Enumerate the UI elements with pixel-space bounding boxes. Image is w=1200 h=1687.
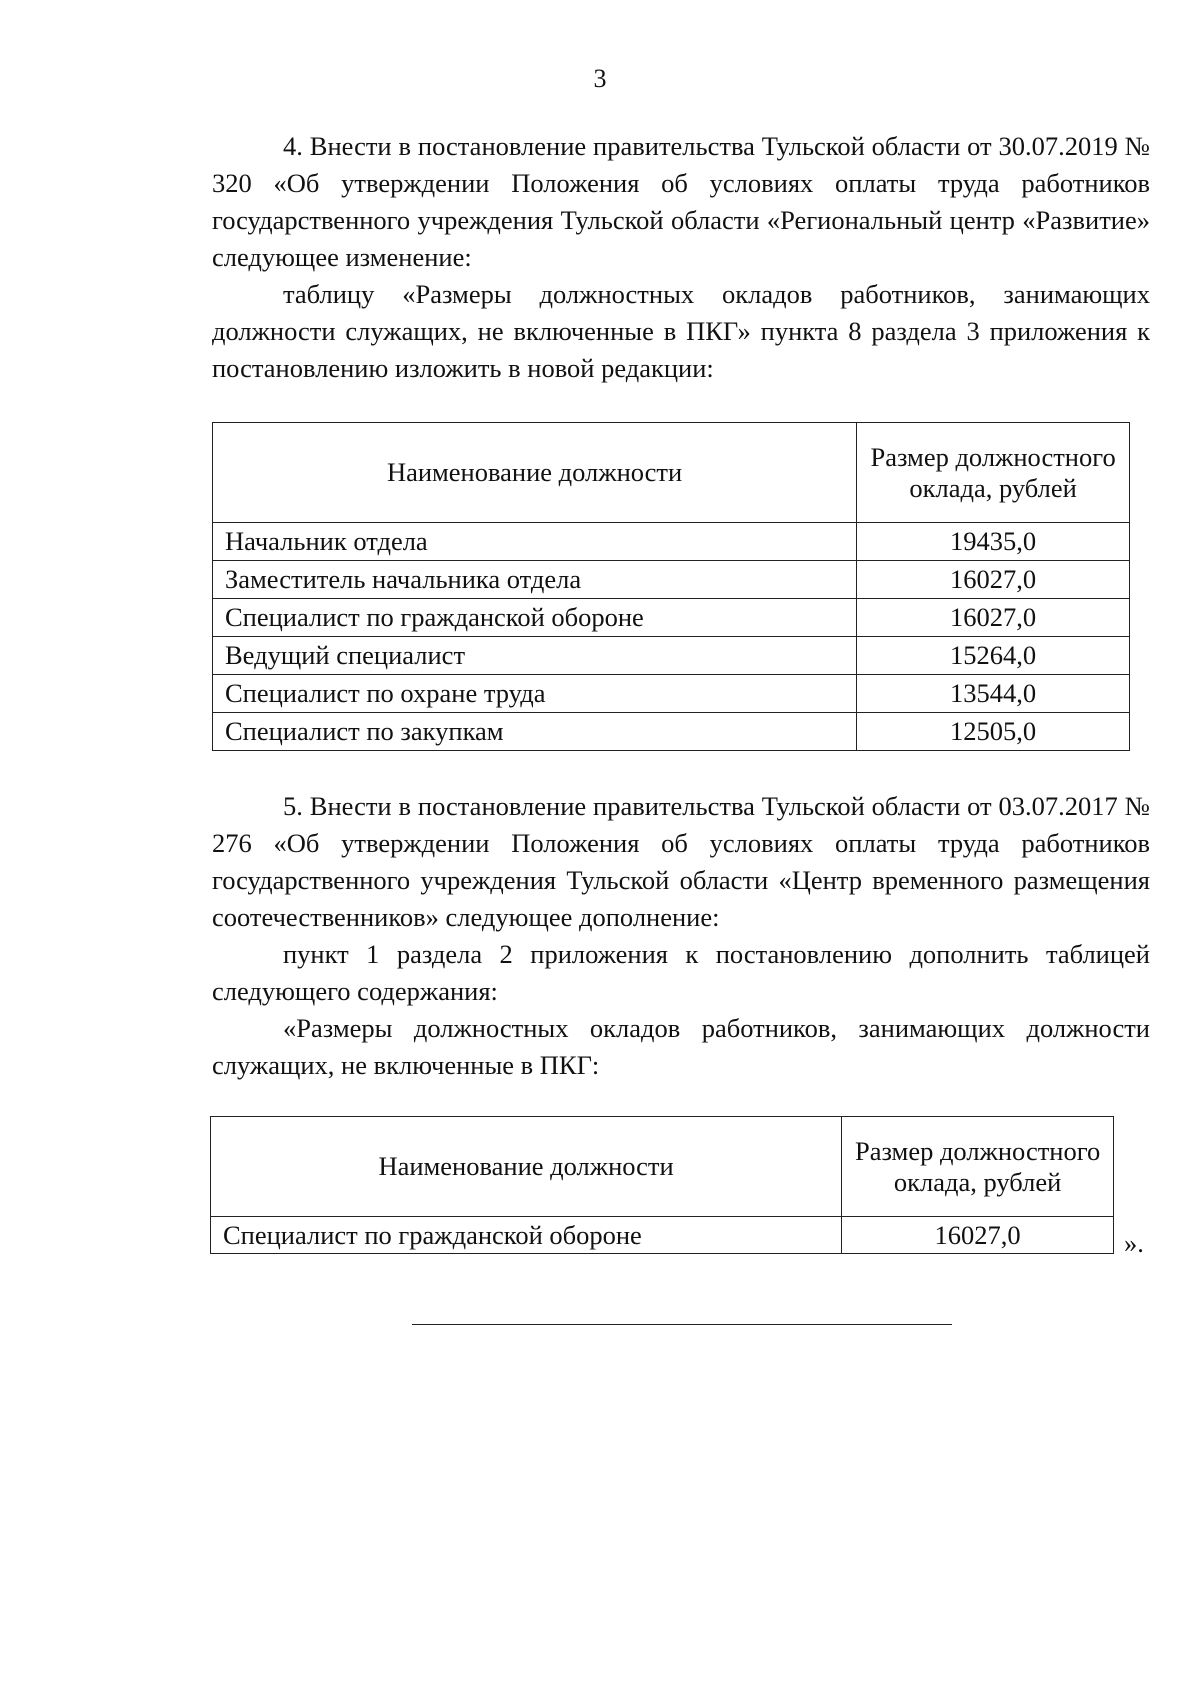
row-salary: 19435,0 — [857, 523, 1130, 561]
salary-table-item5 — [210, 1116, 1114, 1254]
header-position: Наименование должности — [211, 1117, 842, 1217]
table-row — [213, 675, 1130, 713]
row-salary: 12505,0 — [857, 713, 1130, 751]
table-row — [213, 599, 1130, 637]
row-position: Заместитель начальника отдела — [213, 561, 857, 599]
row-position: Специалист по охране труда — [213, 675, 857, 713]
row-salary: 16027,0 — [857, 599, 1130, 637]
table-row — [213, 713, 1130, 751]
row-position: Ведущий специалист — [213, 637, 857, 675]
end-separator-line — [412, 1324, 952, 1325]
item5-paragraph2: пункт 1 раздела 2 приложения к постановлению дополнить таблицей следующего содержания: — [212, 939, 1150, 1006]
row-salary: 15264,0 — [857, 637, 1130, 675]
page-number: 3 — [593, 64, 607, 93]
header-salary: Размер должностного оклада, рублей — [857, 423, 1130, 523]
row-position: Специалист по гражданской обороне — [211, 1217, 842, 1254]
row-salary: 16027,0 — [857, 561, 1130, 599]
table-header-row — [211, 1117, 1114, 1217]
salary-table-item4 — [212, 422, 1130, 751]
item5-paragraph3: «Размеры должностных окладов работников, занимающих должности служащих, не включенные в ПКГ: — [212, 1013, 1150, 1080]
row-salary: 13544,0 — [857, 675, 1130, 713]
table-header-row — [213, 423, 1130, 523]
row-position: Начальник отдела — [213, 523, 857, 561]
item4-paragraph2: таблицу «Размеры должностных окладов работников, занимающих должности служащих, не включенные в ПКГ» пункта 8 раздела 3 приложения к постановлению изложить в новой редакции: — [212, 279, 1150, 383]
item5-paragraph1: 5. Внести в постановление правительства Тульской области от 03.07.2017 № 276 «Об утверждении Положения об условиях оплаты труда работников государственного учреждения Тульской области «Центр временного размещения соотечественников» следующее дополнение: — [212, 791, 1150, 932]
table-row — [213, 561, 1130, 599]
header-position: Наименование должности — [213, 423, 857, 523]
row-position: Специалист по гражданской обороне — [213, 599, 857, 637]
table-row — [211, 1217, 1114, 1254]
closing-quote: ». — [1124, 1228, 1144, 1258]
header-salary: Размер должностного оклада, рублей — [842, 1117, 1114, 1217]
item4-paragraph1: 4. Внести в постановление правительства Тульской области от 30.07.2019 № 320 «Об утверждении Положения об условиях оплаты труда работников государственного учреждения Тульской области «Региональный центр «Развитие» следующее изменение: — [212, 131, 1150, 272]
table-row — [213, 523, 1130, 561]
row-position: Специалист по закупкам — [213, 713, 857, 751]
table-row — [213, 637, 1130, 675]
row-salary: 16027,0 — [842, 1217, 1114, 1254]
